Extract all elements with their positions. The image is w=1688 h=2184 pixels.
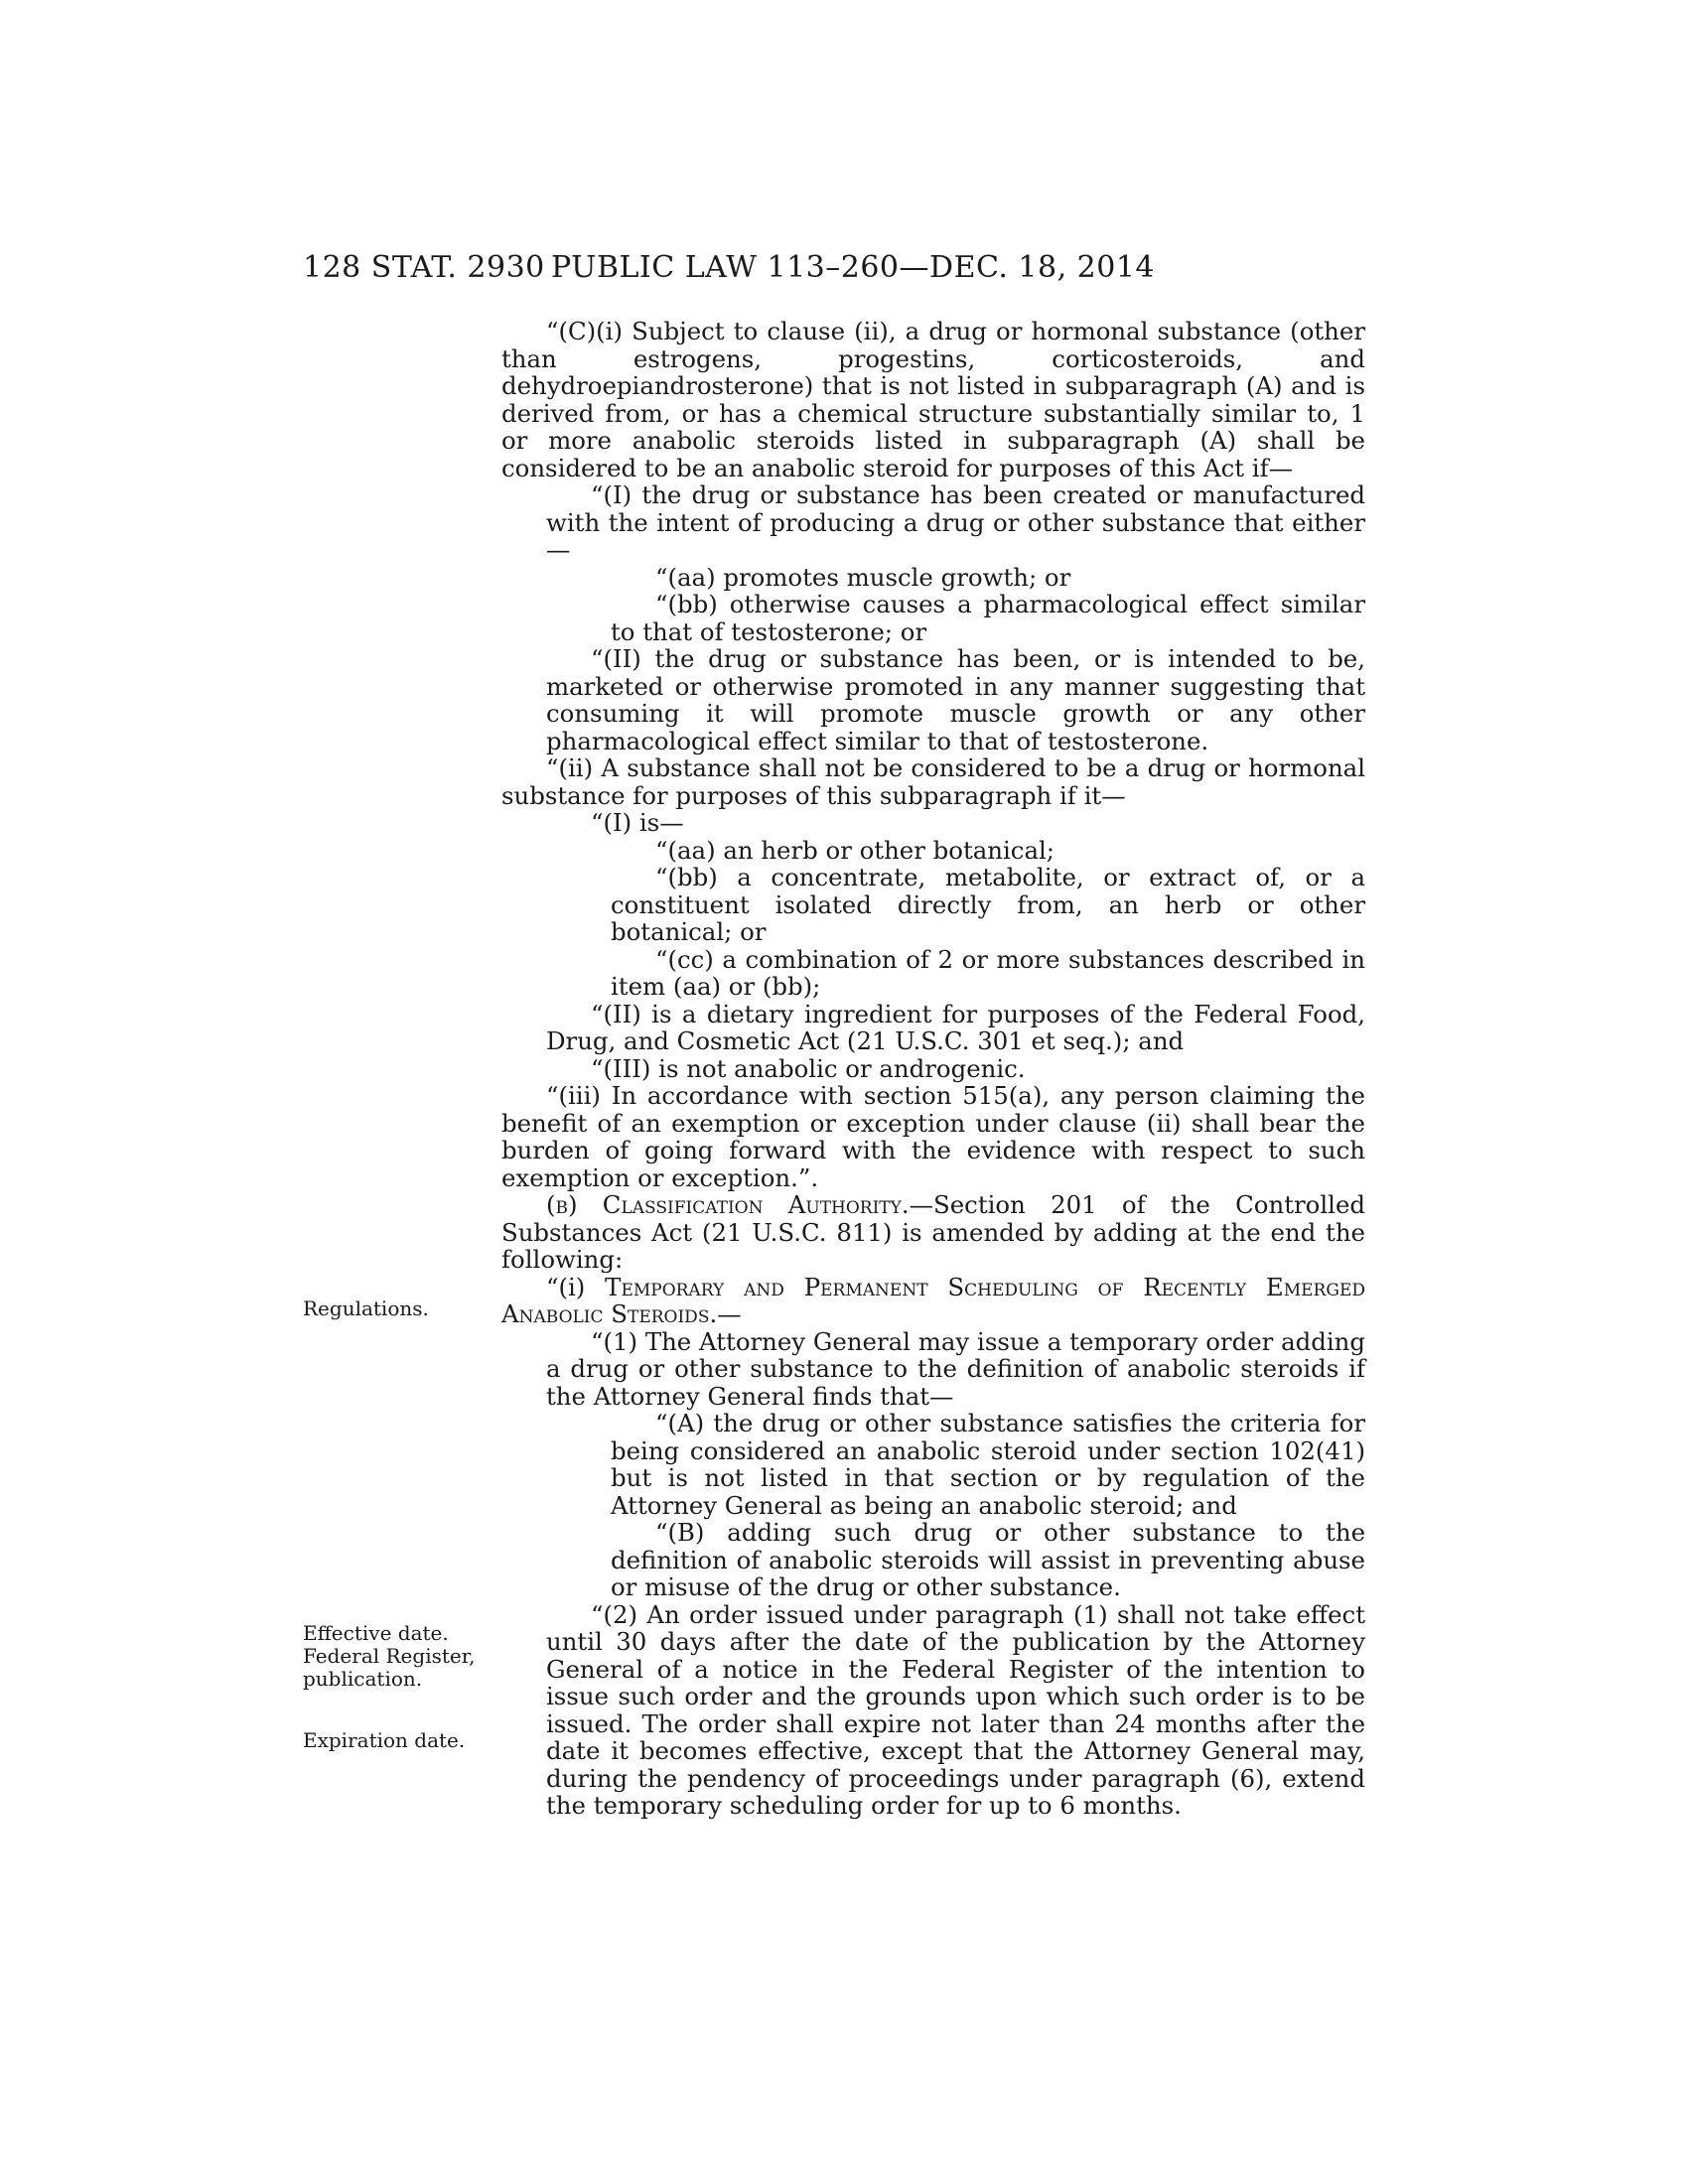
subsection-i-suffix: —	[717, 1299, 742, 1328]
paragraph-1: “(1) The Attorney General may issue a temporary order adding a drug or other substance to the definition of anabolic steroids if the Attorney General finds that—	[546, 1326, 1365, 1411]
clause-c-ii: “(ii) A substance shall not be considered to be a drug or hormonal substance for purposes of this subparagraph if it—	[501, 753, 1365, 810]
item-c-i-I-bb: “(bb) otherwise causes a pharmacological effect similar to that of testosterone; or	[611, 590, 1365, 646]
subsection-b-heading: (b) Classification Authority.	[546, 1190, 910, 1219]
subsection-b-text: —Section 201 of the Controlled Substances Act (21 U.S.C. 811) is amended by adding at the end the following:	[501, 1190, 1365, 1274]
subsection-i-heading-text: Temporary and Permanent Scheduling of Recently Emerged Anabolic Steroids.	[501, 1272, 1365, 1328]
subclause-c-i-II: “(II) the drug or substance has been, or is intended to be, marketed or otherwise promoted in any manner suggesting that consuming it will promote muscle growth or any other pharmacological effect similar to that of testosterone.	[546, 644, 1365, 755]
margin-note-publication-line: publication.	[303, 1667, 423, 1691]
item-c-i-I-aa: “(aa) promotes muscle growth; or	[655, 562, 1071, 592]
subsection-i-heading	[501, 1274, 1365, 1328]
subclause-c-ii-I: “(I) is—	[591, 808, 684, 837]
subsection-b	[501, 1191, 1365, 1274]
stat-citation: 128 STAT. 2930	[303, 250, 545, 285]
subsection-i-prefix: “(i)	[546, 1272, 606, 1301]
subparagraph-B: “(B) adding such drug or other substance to the definition of anabolic steroids will assist in preventing abuse or misuse of the drug or other substance.	[611, 1518, 1365, 1601]
clause-c-i: “(C)(i) Subject to clause (ii), a drug or hormonal substance (other than estrogens, progestins, corticosteroids, and dehydroepiandrosterone) that is not listed in subparagraph (A) and is derived from, or has a chemical structure substantially similar to, 1 or more anabolic steroids listed in subparagraph (A) shall be considered to be an anabolic steroid for purposes of this Act if—	[501, 317, 1365, 482]
margin-note-effective-date-line: Effective date.	[303, 1621, 449, 1645]
item-c-ii-I-aa: “(aa) an herb or other botanical;	[655, 835, 1055, 865]
item-c-ii-I-cc: “(cc) a combination of 2 or more substances described in item (aa) or (bb);	[611, 944, 1365, 1001]
statute-body	[501, 318, 1365, 1820]
subclause-c-ii-III: “(III) is not anabolic or androgenic.	[591, 1053, 1026, 1083]
margin-note-effective-date	[303, 1622, 475, 1691]
paragraph-2: “(2) An order issued under paragraph (1) shall not take effect until 30 days after the date of the publication by the Attorney General of a notice in the Federal Register of the intention to issue such order and the grounds upon which such order is to be issued. The order shall expire not later than 24 months after the date it becomes effective, except that the Attorney General may, during the pendency of proceedings under paragraph (6), extend the temporary scheduling order for up to 6 months.	[546, 1599, 1365, 1820]
margin-note-federal-register-line: Federal Register,	[303, 1644, 476, 1668]
subclause-c-i-I: “(I) the drug or substance has been created or manufactured with the intent of producing a drug or other substance that either—	[546, 480, 1365, 564]
item-c-ii-I-bb: “(bb) a concentrate, metabolite, or extract of, or a constituent isolated directly from, an herb or other botanical; or	[611, 863, 1365, 946]
margin-note-expiration-date: Expiration date.	[303, 1728, 466, 1752]
subparagraph-A: “(A) the drug or other substance satisfies the criteria for being considered an anabolic steroid under section 102(41) but is not listed in that section or by regulation of the Attorney General as being an anabolic steroid; and	[611, 1409, 1365, 1520]
clause-c-iii: “(iii) In accordance with section 515(a), any person claiming the benefit of an exemption or exception under clause (ii) shall bear the burden of going forward with the evidence with respect to such exemption or exception.”.	[501, 1081, 1365, 1192]
subclause-c-ii-II: “(II) is a dietary ingredient for purposes of the Federal Food, Drug, and Cosmetic Act (21 U.S.C. 301 et seq.); and	[546, 999, 1365, 1055]
margin-note-regulations: Regulations.	[303, 1297, 429, 1320]
law-title: PUBLIC LAW 113–260—DEC. 18, 2014	[551, 250, 1156, 285]
